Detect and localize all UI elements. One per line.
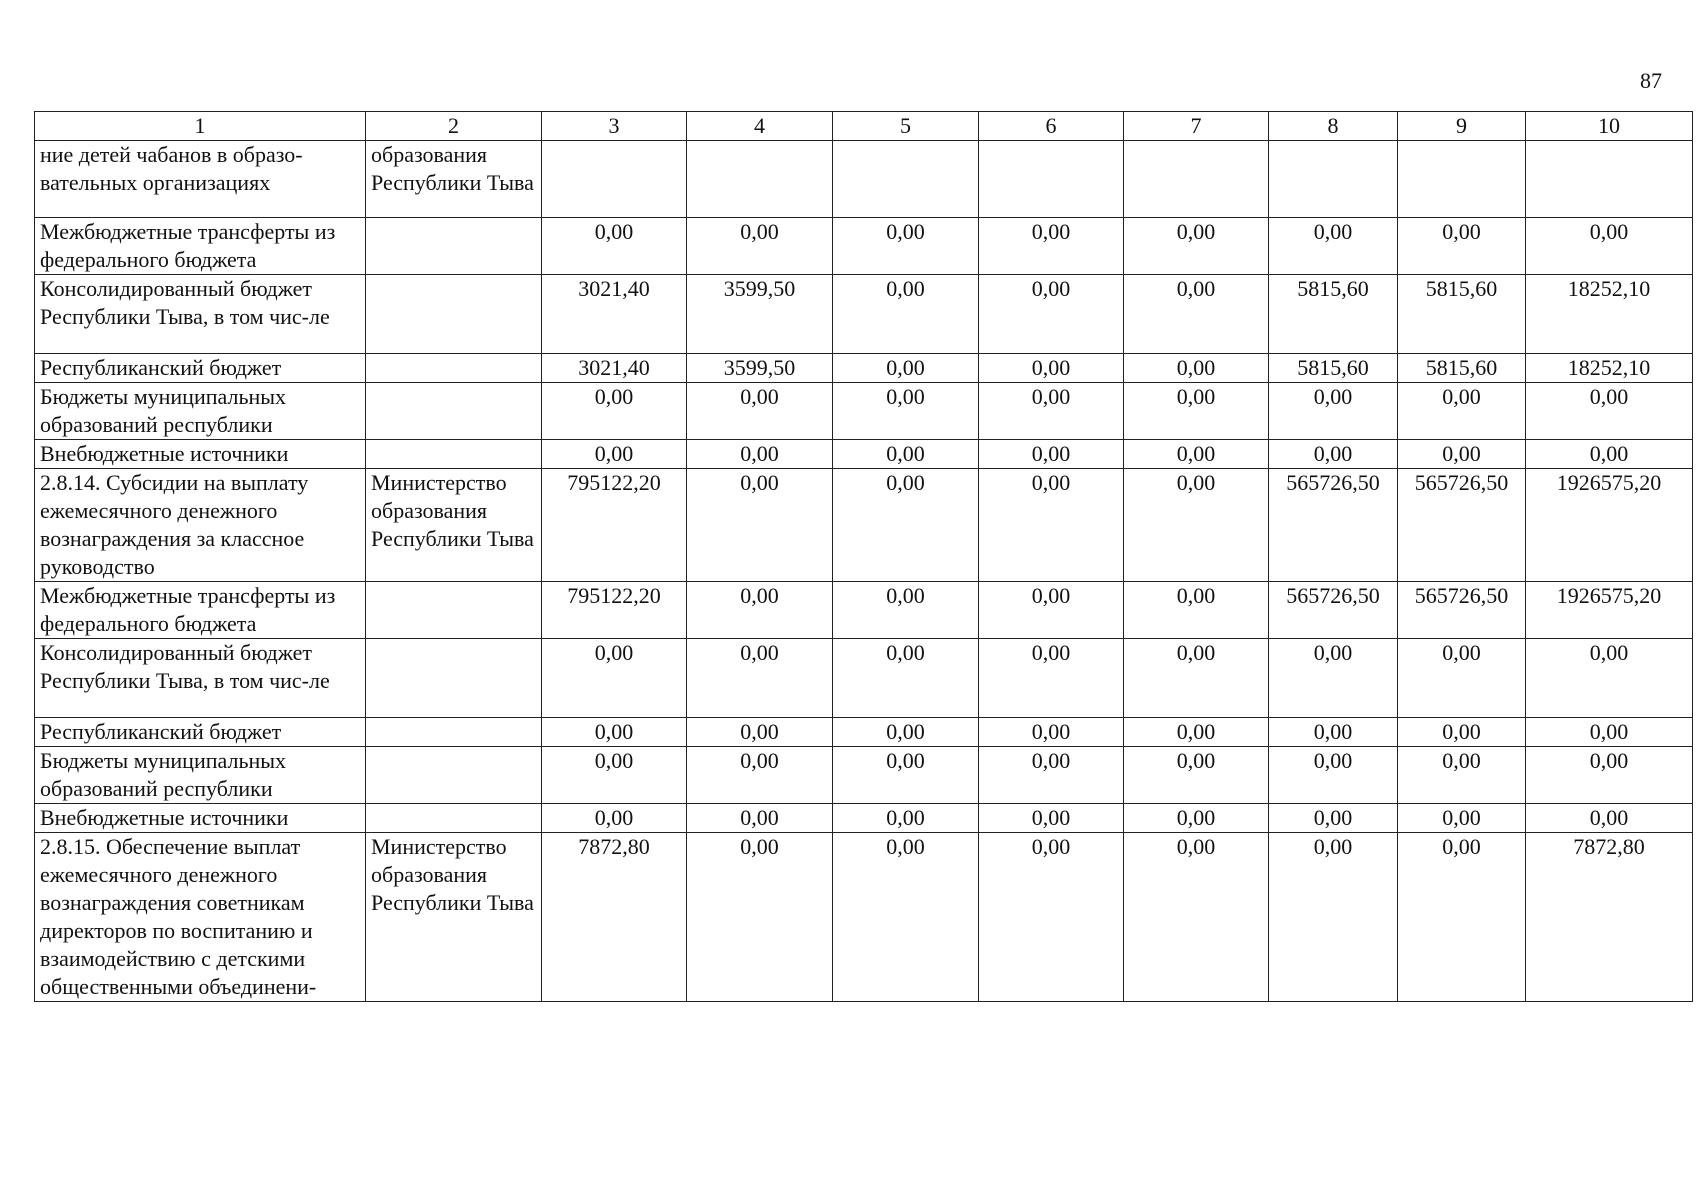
value-cell-col-5: 0,00	[833, 469, 979, 582]
value-cell-col-10	[1526, 141, 1693, 218]
value-cell-col-10: 0,00	[1526, 804, 1693, 833]
row-name-cell: Бюджеты муниципальных образований республики	[35, 383, 366, 440]
value-cell-col-6: 0,00	[979, 833, 1124, 1002]
value-cell-col-7: 0,00	[1124, 582, 1269, 639]
value-cell-col-10: 0,00	[1526, 747, 1693, 804]
value-cell-col-10: 0,00	[1526, 383, 1693, 440]
table-row	[35, 639, 1693, 718]
value-cell-col-6: 0,00	[979, 718, 1124, 747]
table-row	[35, 582, 1693, 639]
value-cell-col-4: 0,00	[687, 383, 833, 440]
value-cell-col-7	[1124, 141, 1269, 218]
value-cell-col-3: 0,00	[542, 440, 687, 469]
value-cell-col-8: 5815,60	[1269, 354, 1398, 383]
value-cell-col-7: 0,00	[1124, 747, 1269, 804]
table-row	[35, 469, 1693, 582]
value-cell-col-8: 5815,60	[1269, 275, 1398, 354]
value-cell-col-7: 0,00	[1124, 833, 1269, 1002]
value-cell-col-9: 0,00	[1398, 833, 1526, 1002]
row-executor-cell	[366, 218, 542, 275]
value-cell-col-9: 565726,50	[1398, 469, 1526, 582]
table-row	[35, 718, 1693, 747]
value-cell-col-9	[1398, 141, 1526, 218]
table-row	[35, 218, 1693, 275]
value-cell-col-4	[687, 141, 833, 218]
value-cell-col-6: 0,00	[979, 804, 1124, 833]
value-cell-col-8	[1269, 141, 1398, 218]
value-cell-col-7: 0,00	[1124, 275, 1269, 354]
value-cell-col-3: 3021,40	[542, 354, 687, 383]
row-name-cell: Бюджеты муниципальных образований республики	[35, 747, 366, 804]
column-header-10: 10	[1526, 112, 1693, 141]
row-executor-cell: образования Республики Тыва	[366, 141, 542, 218]
value-cell-col-10: 0,00	[1526, 639, 1693, 718]
value-cell-col-6: 0,00	[979, 582, 1124, 639]
table-row	[35, 354, 1693, 383]
row-executor-cell	[366, 383, 542, 440]
table-row	[35, 804, 1693, 833]
value-cell-col-3: 0,00	[542, 804, 687, 833]
value-cell-col-3: 0,00	[542, 718, 687, 747]
row-name-cell: Республиканский бюджет	[35, 718, 366, 747]
row-executor-cell	[366, 275, 542, 354]
value-cell-col-8: 565726,50	[1269, 582, 1398, 639]
value-cell-col-5: 0,00	[833, 833, 979, 1002]
value-cell-col-8: 565726,50	[1269, 469, 1398, 582]
value-cell-col-3: 0,00	[542, 218, 687, 275]
value-cell-col-4: 0,00	[687, 582, 833, 639]
value-cell-col-4: 0,00	[687, 747, 833, 804]
row-executor-cell	[366, 639, 542, 718]
value-cell-col-9: 5815,60	[1398, 275, 1526, 354]
value-cell-col-3: 0,00	[542, 383, 687, 440]
value-cell-col-8: 0,00	[1269, 218, 1398, 275]
value-cell-col-10: 7872,80	[1526, 833, 1693, 1002]
value-cell-col-6: 0,00	[979, 440, 1124, 469]
value-cell-col-4: 0,00	[687, 718, 833, 747]
value-cell-col-10: 0,00	[1526, 440, 1693, 469]
value-cell-col-10: 1926575,20	[1526, 582, 1693, 639]
value-cell-col-4: 0,00	[687, 639, 833, 718]
value-cell-col-8: 0,00	[1269, 440, 1398, 469]
column-header-6: 6	[979, 112, 1124, 141]
value-cell-col-6: 0,00	[979, 747, 1124, 804]
column-header-7: 7	[1124, 112, 1269, 141]
value-cell-col-5: 0,00	[833, 639, 979, 718]
value-cell-col-10: 1926575,20	[1526, 469, 1693, 582]
value-cell-col-3: 0,00	[542, 747, 687, 804]
value-cell-col-3	[542, 141, 687, 218]
value-cell-col-7: 0,00	[1124, 218, 1269, 275]
value-cell-col-7: 0,00	[1124, 354, 1269, 383]
value-cell-col-5: 0,00	[833, 582, 979, 639]
value-cell-col-6: 0,00	[979, 639, 1124, 718]
value-cell-col-7: 0,00	[1124, 440, 1269, 469]
row-name-cell: Межбюджетные трансферты из федерального бюджета	[35, 218, 366, 275]
value-cell-col-9: 0,00	[1398, 639, 1526, 718]
value-cell-col-5: 0,00	[833, 718, 979, 747]
column-header-5: 5	[833, 112, 979, 141]
value-cell-col-10: 0,00	[1526, 718, 1693, 747]
value-cell-col-9: 0,00	[1398, 383, 1526, 440]
value-cell-col-5: 0,00	[833, 383, 979, 440]
table-header-row	[35, 112, 1693, 141]
column-header-8: 8	[1269, 112, 1398, 141]
value-cell-col-9: 5815,60	[1398, 354, 1526, 383]
value-cell-col-3: 7872,80	[542, 833, 687, 1002]
row-name-cell: Консолидированный бюджет Республики Тыва, в том чис-ле	[35, 639, 366, 718]
value-cell-col-6: 0,00	[979, 218, 1124, 275]
value-cell-col-7: 0,00	[1124, 718, 1269, 747]
row-executor-cell	[366, 804, 542, 833]
row-executor-cell	[366, 582, 542, 639]
value-cell-col-9: 0,00	[1398, 804, 1526, 833]
value-cell-col-8: 0,00	[1269, 383, 1398, 440]
value-cell-col-9: 565726,50	[1398, 582, 1526, 639]
value-cell-col-7: 0,00	[1124, 639, 1269, 718]
value-cell-col-9: 0,00	[1398, 218, 1526, 275]
column-header-4: 4	[687, 112, 833, 141]
value-cell-col-6: 0,00	[979, 275, 1124, 354]
table-row	[35, 833, 1693, 1002]
row-name-cell: Внебюджетные источники	[35, 440, 366, 469]
value-cell-col-7: 0,00	[1124, 383, 1269, 440]
value-cell-col-6	[979, 141, 1124, 218]
column-header-2: 2	[366, 112, 542, 141]
value-cell-col-6: 0,00	[979, 354, 1124, 383]
value-cell-col-3: 795122,20	[542, 469, 687, 582]
value-cell-col-5: 0,00	[833, 354, 979, 383]
value-cell-col-8: 0,00	[1269, 747, 1398, 804]
table-row	[35, 383, 1693, 440]
budget-table	[34, 111, 1693, 1002]
row-name-cell: Межбюджетные трансферты из федерального бюджета	[35, 582, 366, 639]
table-row	[35, 747, 1693, 804]
value-cell-col-4: 0,00	[687, 833, 833, 1002]
value-cell-col-5: 0,00	[833, 218, 979, 275]
row-name-cell: 2.8.14. Субсидии на выплату ежемесячного денежного вознаграждения за классное руководство	[35, 469, 366, 582]
value-cell-col-4: 0,00	[687, 440, 833, 469]
value-cell-col-8: 0,00	[1269, 804, 1398, 833]
column-header-9: 9	[1398, 112, 1526, 141]
row-name-cell: 2.8.15. Обеспечение выплат ежемесячного денежного вознаграждения советникам директоров по воспитанию и взаимодействию с детскими общественными объединени-	[35, 833, 366, 1002]
value-cell-col-9: 0,00	[1398, 718, 1526, 747]
value-cell-col-3: 795122,20	[542, 582, 687, 639]
value-cell-col-5: 0,00	[833, 804, 979, 833]
row-executor-cell: Министерство образования Республики Тыва	[366, 833, 542, 1002]
value-cell-col-10: 0,00	[1526, 218, 1693, 275]
value-cell-col-6: 0,00	[979, 469, 1124, 582]
value-cell-col-8: 0,00	[1269, 833, 1398, 1002]
value-cell-col-9: 0,00	[1398, 747, 1526, 804]
row-executor-cell	[366, 747, 542, 804]
value-cell-col-7: 0,00	[1124, 469, 1269, 582]
row-executor-cell: Министерство образования Республики Тыва	[366, 469, 542, 582]
value-cell-col-3: 3021,40	[542, 275, 687, 354]
value-cell-col-10: 18252,10	[1526, 275, 1693, 354]
row-name-cell: Республиканский бюджет	[35, 354, 366, 383]
value-cell-col-8: 0,00	[1269, 718, 1398, 747]
value-cell-col-5: 0,00	[833, 440, 979, 469]
page-number: 87	[1640, 68, 1662, 93]
row-name-cell: ние детей чабанов в образо-вательных организациях	[35, 141, 366, 218]
table-row	[35, 141, 1693, 218]
row-name-cell: Внебюджетные источники	[35, 804, 366, 833]
column-header-3: 3	[542, 112, 687, 141]
table-row	[35, 440, 1693, 469]
value-cell-col-5	[833, 141, 979, 218]
value-cell-col-7: 0,00	[1124, 804, 1269, 833]
table-body	[35, 141, 1693, 1002]
value-cell-col-4: 0,00	[687, 218, 833, 275]
row-executor-cell	[366, 440, 542, 469]
value-cell-col-5: 0,00	[833, 275, 979, 354]
value-cell-col-4: 0,00	[687, 804, 833, 833]
value-cell-col-4: 3599,50	[687, 354, 833, 383]
value-cell-col-5: 0,00	[833, 747, 979, 804]
table-row	[35, 275, 1693, 354]
row-executor-cell	[366, 354, 542, 383]
value-cell-col-4: 3599,50	[687, 275, 833, 354]
value-cell-col-10: 18252,10	[1526, 354, 1693, 383]
value-cell-col-3: 0,00	[542, 639, 687, 718]
value-cell-col-4: 0,00	[687, 469, 833, 582]
column-header-1: 1	[35, 112, 366, 141]
value-cell-col-9: 0,00	[1398, 440, 1526, 469]
value-cell-col-8: 0,00	[1269, 639, 1398, 718]
row-executor-cell	[366, 718, 542, 747]
row-name-cell: Консолидированный бюджет Республики Тыва, в том чис-ле	[35, 275, 366, 354]
value-cell-col-6: 0,00	[979, 383, 1124, 440]
